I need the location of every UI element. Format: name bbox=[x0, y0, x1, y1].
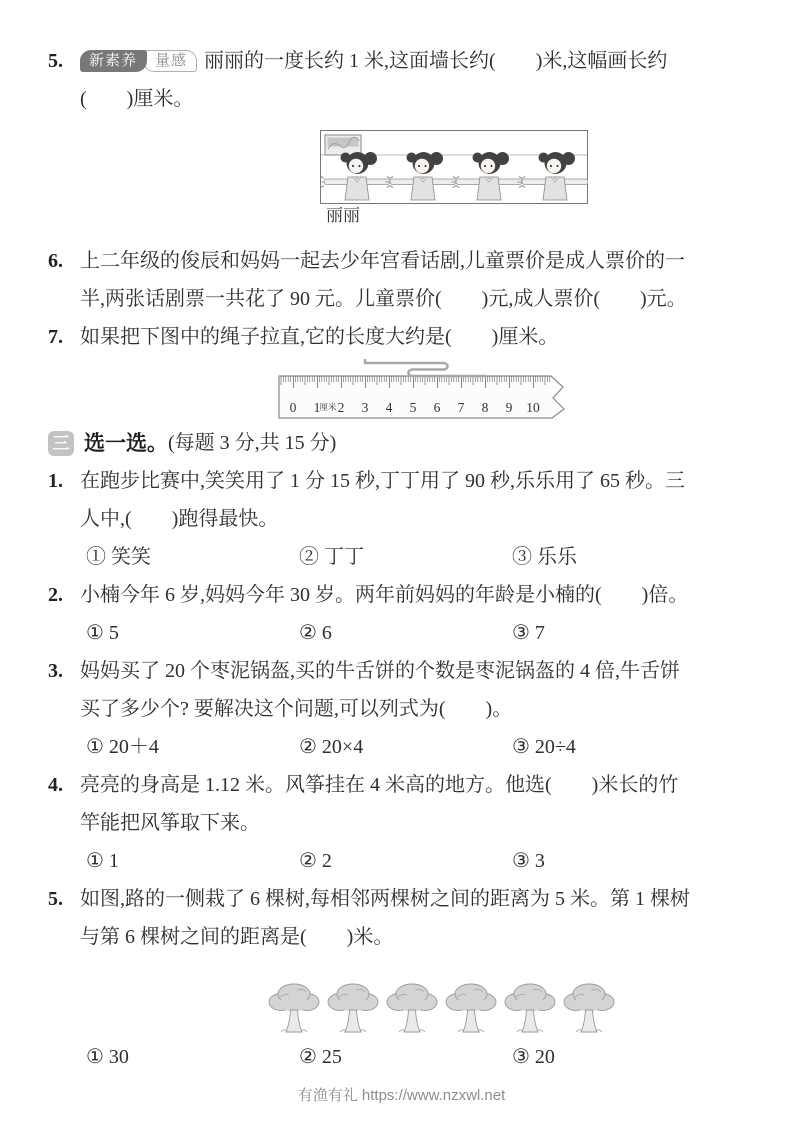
question-line: 人中,( )跑得最快。 bbox=[80, 508, 279, 530]
option-2: ② 25 bbox=[299, 1046, 342, 1068]
choice-section-header bbox=[48, 424, 755, 462]
girl-name-label: 丽丽 bbox=[326, 206, 360, 225]
question-line: 如图,路的一侧栽了 6 棵树,每相邻两棵树之间的距离为 5 米。第 1 棵树 bbox=[80, 888, 690, 910]
question-line: 妈妈买了 20 个枣泥锅盔,买的牛舌饼的个数是枣泥锅盔的 4 倍,牛舌饼 bbox=[80, 660, 680, 682]
question-number: 6. bbox=[48, 250, 63, 272]
question-line: 在跑步比赛中,笑笑用了 1 分 15 秒,丁丁用了 90 秒,乐乐用了 65 秒。三 bbox=[80, 470, 685, 492]
choice-question-4 bbox=[48, 766, 755, 880]
question-number: 7. bbox=[48, 326, 63, 348]
option-3: ③ 3 bbox=[512, 850, 545, 872]
ruler-tick-label: 2 bbox=[337, 400, 345, 415]
ruler-tick-label: 7 bbox=[457, 400, 465, 415]
question-number: 4. bbox=[48, 774, 63, 796]
option-2: ② 2 bbox=[299, 850, 332, 872]
question-line bbox=[80, 42, 755, 80]
trees-illustration bbox=[262, 960, 618, 1038]
choice-question-1 bbox=[48, 462, 755, 576]
option-1: ① 1 bbox=[86, 850, 119, 872]
choice-question-3 bbox=[48, 652, 755, 766]
ruler-tick-label: 4 bbox=[385, 400, 393, 415]
option-3: ③ 20÷4 bbox=[512, 736, 576, 758]
question-line: 如果把下图中的绳子拉直,它的长度大约是( )厘米。 bbox=[80, 326, 559, 348]
option-1: ① 30 bbox=[86, 1046, 129, 1068]
question-number: 5. bbox=[48, 50, 63, 72]
section-title: 选一选。 bbox=[84, 431, 168, 455]
option-2: ② 20×4 bbox=[299, 736, 364, 758]
option-1: ① 20＋4 bbox=[86, 736, 159, 758]
options-row bbox=[86, 538, 755, 576]
choice-question-5 bbox=[48, 880, 755, 1076]
question-line: 买了多少个? 要解决这个问题,可以列式为( )。 bbox=[80, 698, 513, 720]
option-3: ③ 20 bbox=[512, 1046, 555, 1068]
rope bbox=[365, 360, 485, 376]
section-three-badge: 三 bbox=[48, 431, 74, 456]
options-row bbox=[86, 1038, 755, 1076]
question-line: ( )厘米。 bbox=[80, 88, 194, 110]
options-row bbox=[86, 728, 755, 766]
ruler-tick-label: 5 bbox=[409, 400, 417, 415]
new-literacy-badge: 新素养 bbox=[80, 50, 147, 72]
section-score-note: (每题 3 分,共 15 分) bbox=[168, 432, 337, 454]
question-line: 与第 6 棵树之间的距离是( )米。 bbox=[80, 926, 394, 948]
ruler-illustration bbox=[273, 356, 573, 420]
question-text: 丽丽的一度长约 1 米,这面墙长约( )米,这幅画长约 bbox=[204, 50, 668, 72]
ruler-rope-figure bbox=[273, 356, 755, 420]
girls-armspan-figure bbox=[320, 130, 755, 204]
quantity-sense-badge: 量感 bbox=[143, 50, 197, 72]
footer-watermark: 有渔有礼 https://www.nzxwl.net bbox=[297, 1087, 506, 1104]
options-row bbox=[86, 614, 755, 652]
fill-question-6 bbox=[48, 242, 755, 318]
option-2: ② 6 bbox=[299, 622, 332, 644]
ruler-tick-label: 9 bbox=[505, 400, 513, 415]
ruler-tick-label: 1 bbox=[313, 400, 321, 415]
option-2: ② 丁丁 bbox=[299, 546, 364, 568]
question-line: 亮亮的身高是 1.12 米。风筝挂在 4 米高的地方。他选( )米长的竹 bbox=[80, 774, 679, 796]
girls-armspan-illustration bbox=[320, 130, 588, 204]
ruler-tick-label: 6 bbox=[433, 400, 441, 415]
question-number: 1. bbox=[48, 470, 63, 492]
question-number: 3. bbox=[48, 660, 63, 682]
question-number: 2. bbox=[48, 584, 63, 606]
options-row bbox=[86, 842, 755, 880]
option-1: ① 笑笑 bbox=[86, 546, 151, 568]
question-line: 小楠今年 6 岁,妈妈今年 30 岁。两年前妈妈的年龄是小楠的( )倍。 bbox=[80, 584, 689, 606]
question-number: 5. bbox=[48, 888, 63, 910]
fill-question-5 bbox=[48, 42, 755, 230]
choice-question-2 bbox=[48, 576, 755, 652]
question-line: 半,两张话剧票一共花了 90 元。儿童票价( )元,成人票价( )元。 bbox=[80, 288, 687, 310]
ruler-tick-label: 0 bbox=[289, 400, 297, 415]
question-line: 竿能把风筝取下来。 bbox=[80, 812, 260, 834]
question-line: 上二年级的俊辰和妈妈一起去少年宫看话剧,儿童票价是成人票价的一 bbox=[80, 250, 685, 272]
ruler-unit-label: 厘米 bbox=[319, 402, 337, 412]
fill-question-7 bbox=[48, 318, 755, 356]
option-3: ③ 7 bbox=[512, 622, 545, 644]
option-1: ① 5 bbox=[86, 622, 119, 644]
picture-frame bbox=[325, 135, 361, 155]
ruler-tick-label: 8 bbox=[481, 400, 489, 415]
ruler-tick-label: 3 bbox=[361, 400, 369, 415]
option-3: ③ 乐乐 bbox=[512, 546, 577, 568]
trees-figure bbox=[262, 960, 755, 1038]
ruler-tick-label: 10 bbox=[526, 400, 540, 415]
